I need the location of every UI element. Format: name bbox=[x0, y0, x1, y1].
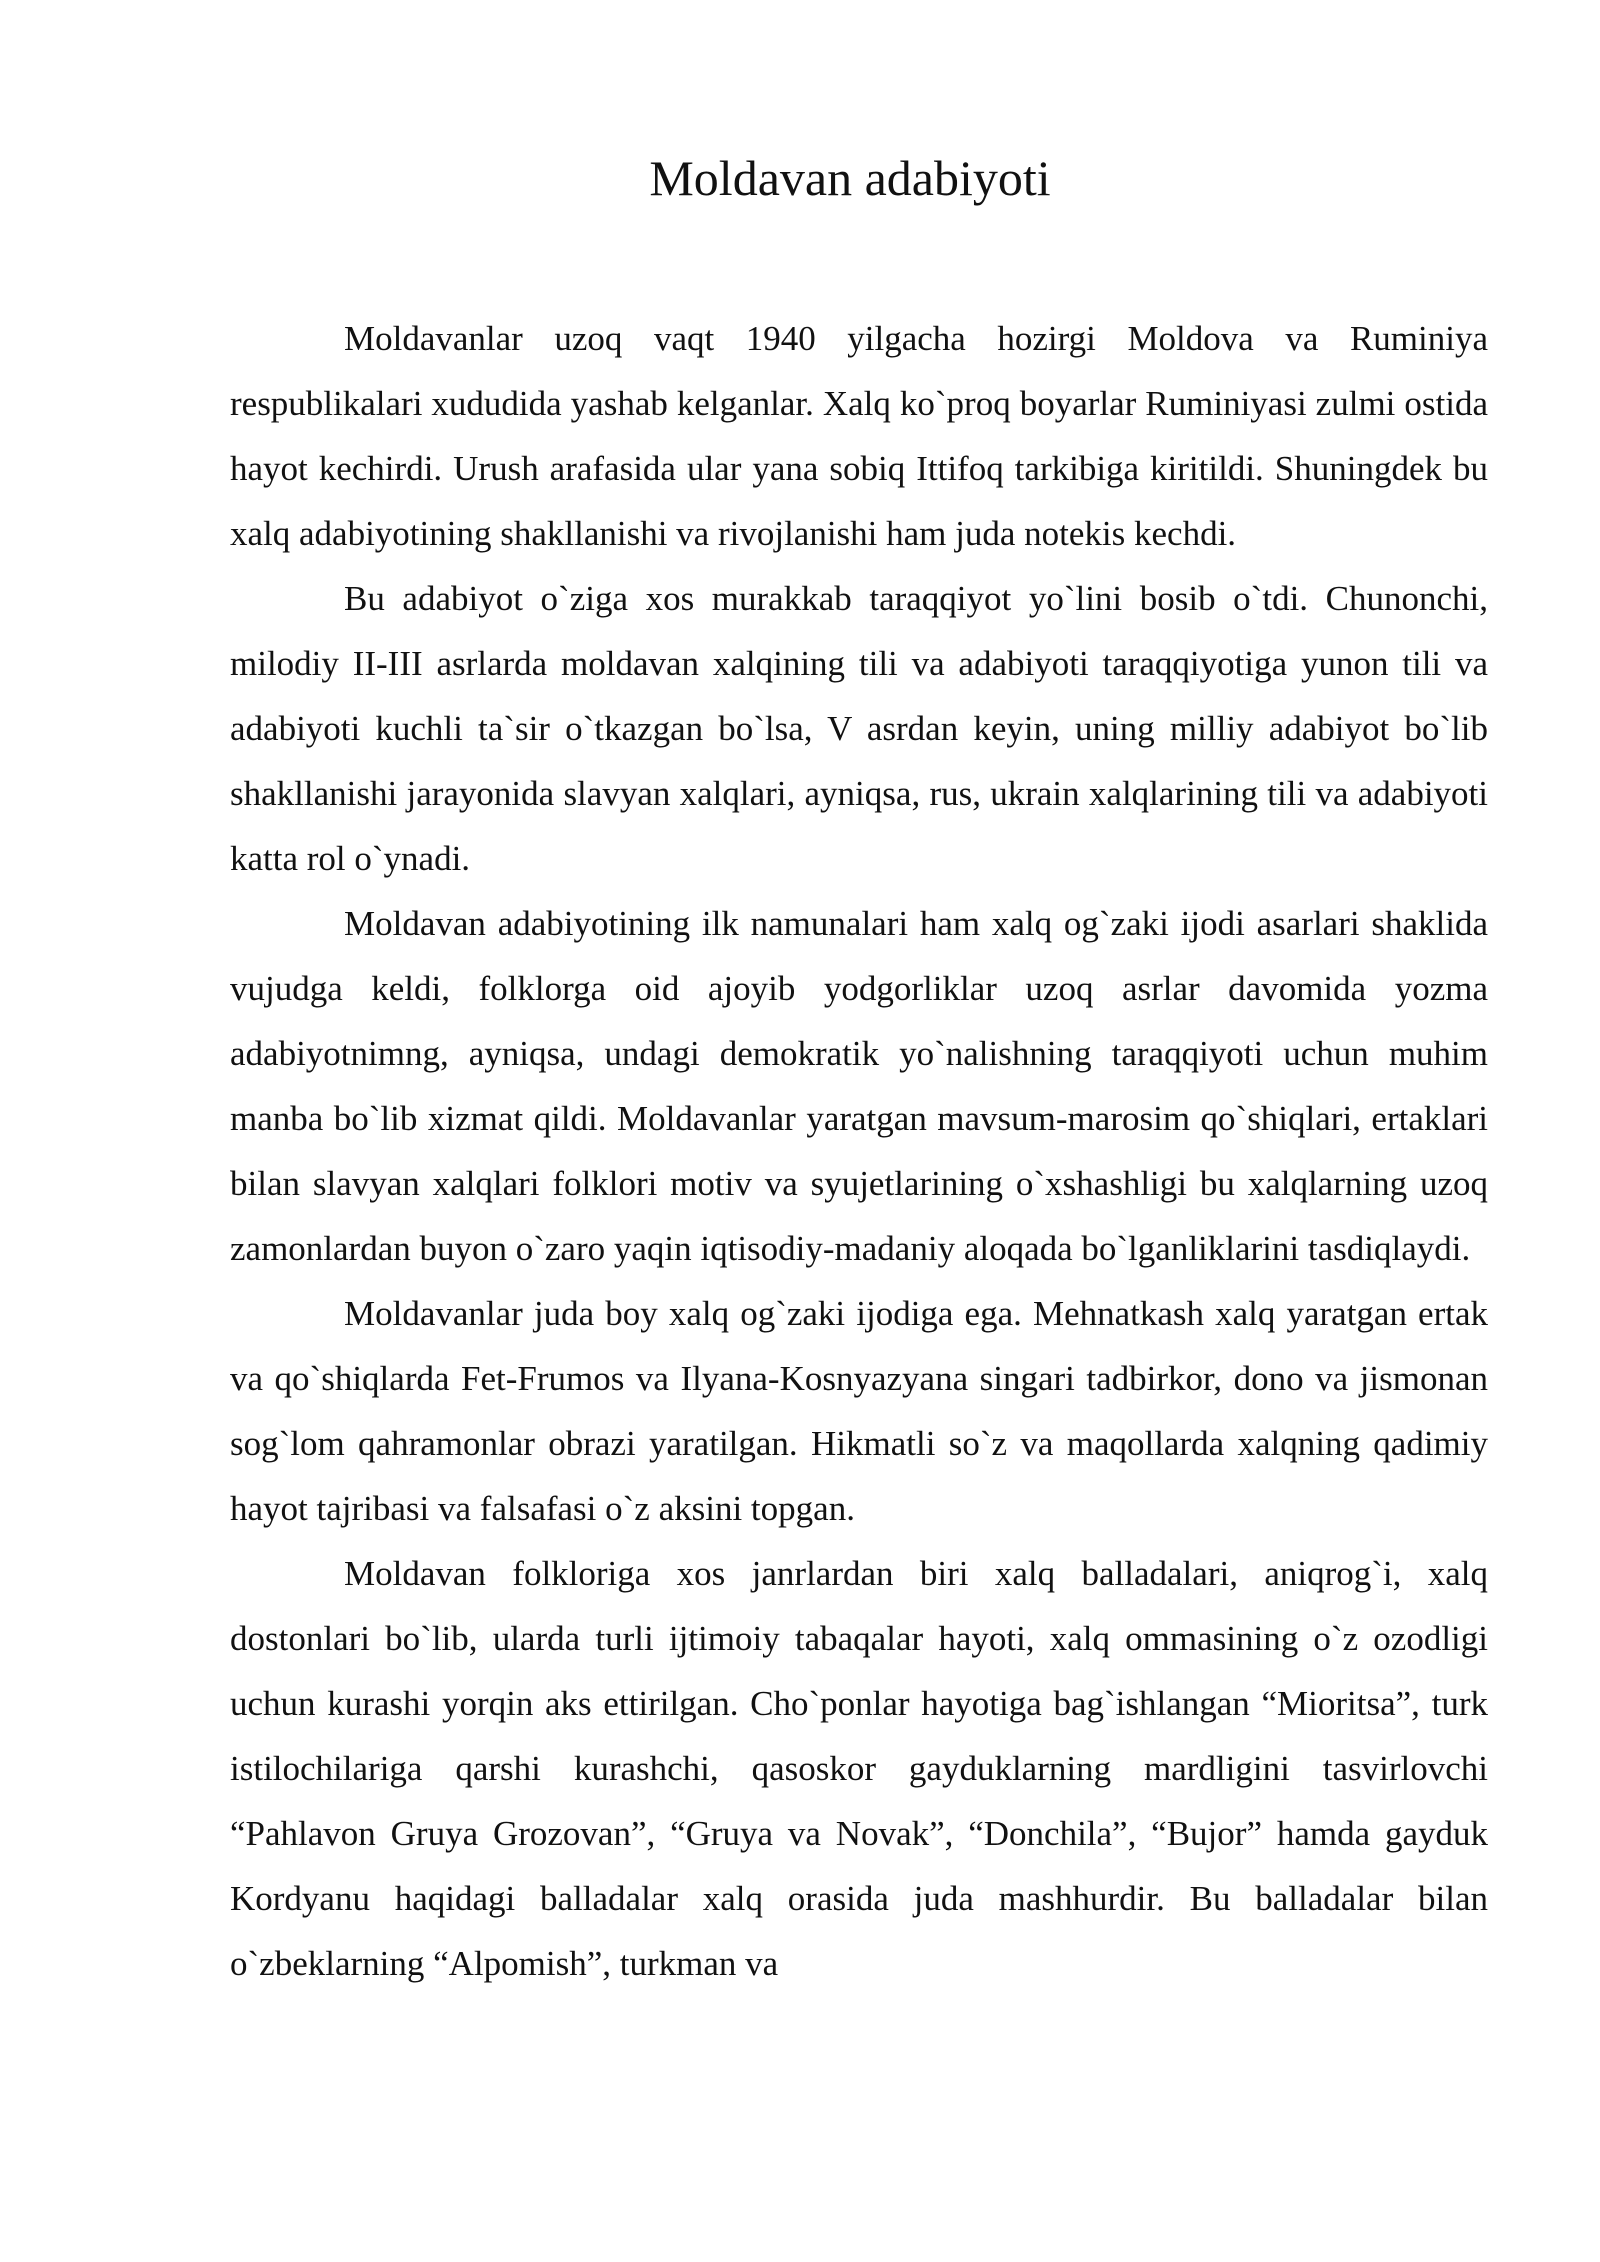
document-body bbox=[230, 306, 1488, 1996]
paragraph-3: Moldavan adabiyotining ilk namunalari ham xalq og`zaki ijodi asarlari shaklida vujudga keldi, folklorga oid ajoyib yodgorliklar uzoq asrlar davomida yozma adabiyotnimng, ayniqsa, undagi demokratik yo`nalishning taraqqiyoti uchun muhim manba bo`lib xizmat qildi. Moldavanlar yaratgan mavsum-marosim qo`shiqlari, ertaklari bilan slavyan xalqlari folklori motiv va syujetlarining o`xshashligi bu xalqlarning uzoq zamonlardan buyon o`zaro yaqin iqtisodiy-madaniy aloqada bo`lganliklarini tasdiqlaydi. bbox=[230, 904, 1488, 1268]
paragraph-2: Bu adabiyot o`ziga xos murakkab taraqqiyot yo`lini bosib o`tdi. Chunonchi, milodiy II-III asrlarda moldavan xalqining tili va adabiyoti taraqqiyotiga yunon tili va adabiyoti kuchli ta`sir o`tkazgan bo`lsa, V asrdan keyin, uning milliy adabiyot bo`lib shakllanishi jarayonida slavyan xalqlari, ayniqsa, rus, ukrain xalqlarining tili va adabiyoti katta rol o`ynadi. bbox=[230, 579, 1488, 878]
page-title: Moldavan adabiyoti bbox=[649, 150, 1051, 206]
paragraph-4: Moldavanlar juda boy xalq og`zaki ijodiga ega. Mehnatkash xalq yaratgan ertak va qo`shiqlarda Fet-Frumos va Ilyana-Kosnyazyana singari tadbirkor, dono va jismonan sog`lom qahramonlar obrazi yaratilgan. Hikmatli so`z va maqollarda xalqning qadimiy hayot tajribasi va falsafasi o`z aksini topgan. bbox=[230, 1294, 1488, 1528]
paragraph-5: Moldavan folkloriga xos janrlardan biri xalq balladalari, aniqrog`i, xalq dostonlari bo`lib, ularda turli ijtimoiy tabaqalar hayoti, xalq ommasining o`z ozodligi uchun kurashi yorqin aks ettirilgan. Cho`ponlar hayotiga bag`ishlangan “Mioritsa”, turk istilochilariga qarshi kurashchi, qasoskor gayduklarning mardligini tasvirlovchi “Pahlavon Gruya Grozovan”, “Gruya va Novak”, “Donchila”, “Bujor” hamda gayduk Kordyanu haqidagi balladalar xalq orasida juda mashhurdir. Bu balladalar bilan o`zbeklarning “Alpomish”, turkman va bbox=[230, 1554, 1488, 1983]
paragraph-1: Moldavanlar uzoq vaqt 1940 yilgacha hozirgi Moldova va Ruminiya respublikalari xududida yashab kelganlar. Xalq ko`proq boyarlar Ruminiyasi zulmi ostida hayot kechirdi. Urush arafasida ular yana sobiq Ittifoq tarkibiga kiritildi. Shuningdek bu xalq adabiyotining shakllanishi va rivojlanishi ham juda notekis kechdi. bbox=[230, 319, 1488, 553]
